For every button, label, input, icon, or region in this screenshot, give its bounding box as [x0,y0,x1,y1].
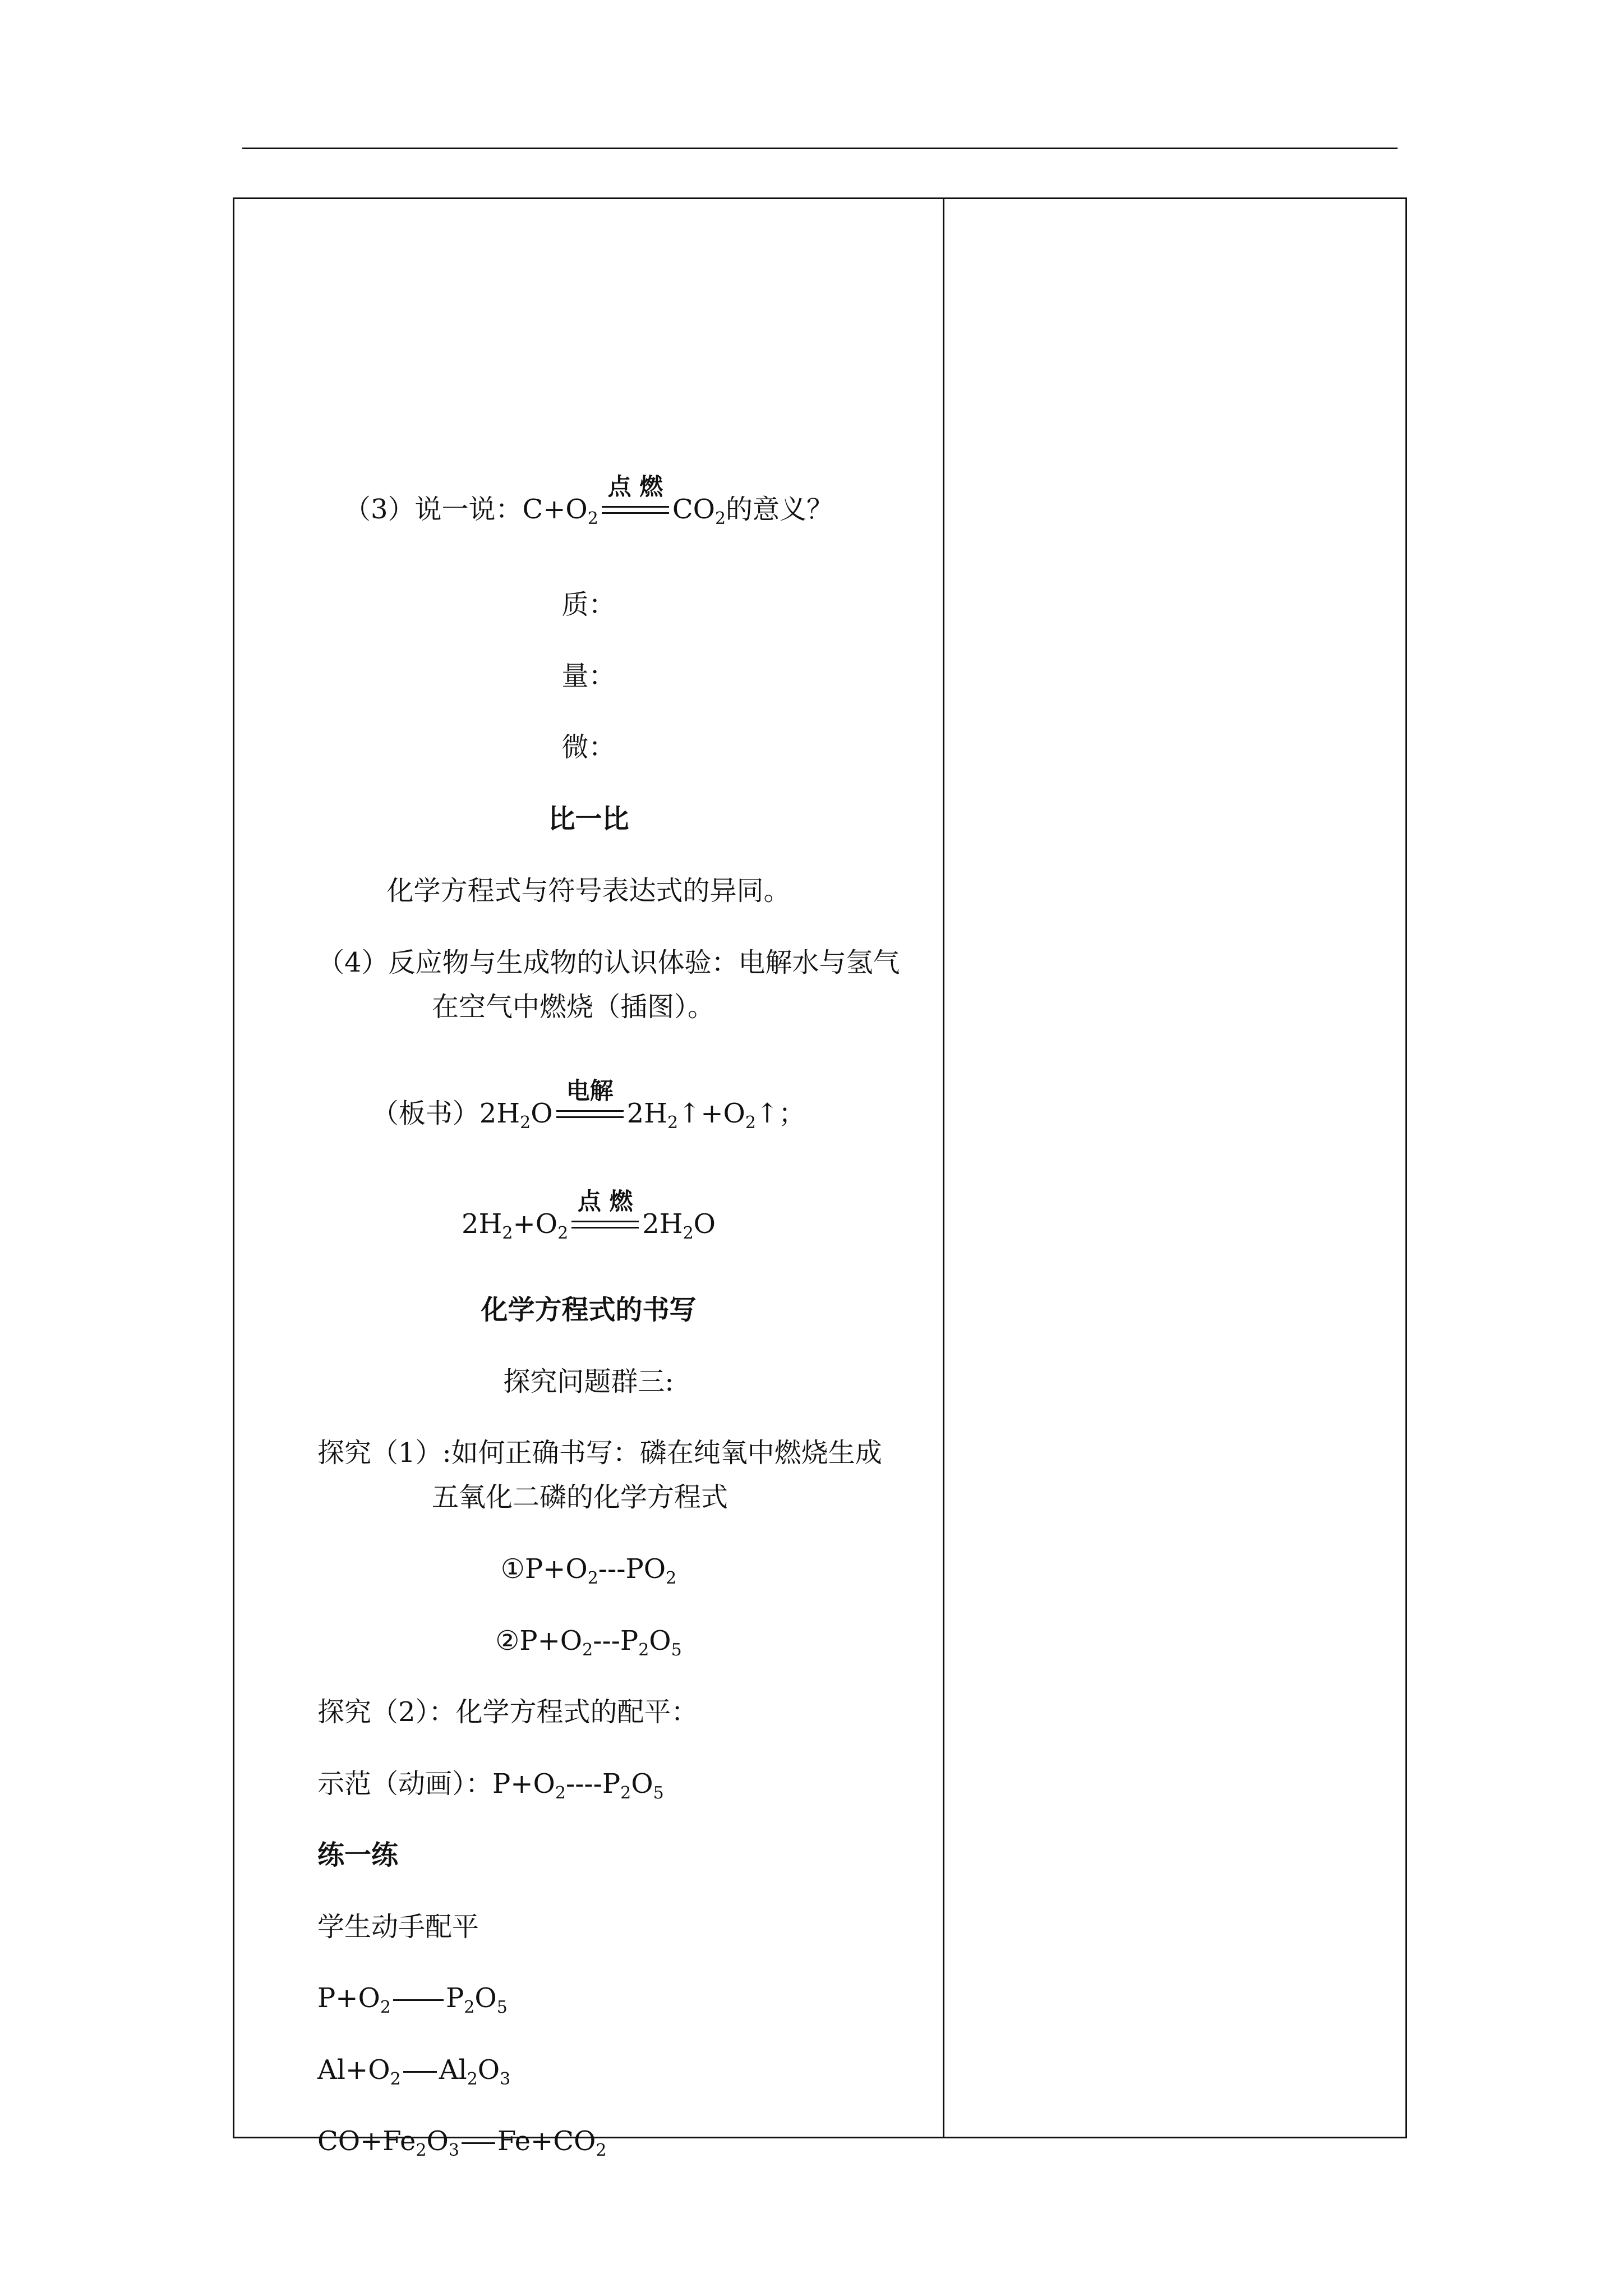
equation-meaning-line: （3）说一说：$C+O_2$ 点 燃 $CO_2$的意义？ [343,473,834,528]
heading-compare: 比一比 [548,803,629,835]
hydrogen-combustion-equation: $2H_2+O_2$ 点 燃 $2H_2O$ [461,1188,716,1243]
heading-writing: 化学方程式的书写 [481,1294,697,1326]
heading-practice: 练一练 [317,1839,399,1871]
item-4-line2: 在空气中燃烧（插图）。 [432,991,715,1023]
meaning-quantity: 量： [561,660,616,692]
question-group-3: 探究问题群三: [503,1366,674,1397]
lesson-table [233,197,1407,2160]
practice-3: $CO+Fe_2O_3$ $Fe+CO_2$ [317,2125,607,2160]
explore-1-line2: 五氧化二磷的化学方程式 [432,1481,728,1513]
compare-text: 化学方程式与符号表达式的异同。 [386,875,791,907]
meaning-micro: 微： [561,731,616,763]
option-2: $②P+O_2---P_2O_5$ [495,1625,682,1660]
item-4-line1: （4）反应物与生成物的认识体验：电解水与氢气 [317,947,900,978]
demo-line: 示范（动画）：$P+O_2----P_2O_5$ [317,1768,664,1803]
column-divider [943,199,944,2137]
practice-2: $Al+O_2$ $Al_2O_3$ [317,2054,511,2089]
blackboard-electrolysis: （板书）$2H_2O$ 电解 $2H_2↑+O_2↑$； [371,1077,806,1133]
option-1: $①P+O_2---PO_2$ [500,1553,677,1588]
meaning-quality: 质： [561,589,616,620]
reaction-condition: 点 燃 [602,493,669,526]
header-rule [242,148,1398,149]
explore-1-line1: 探究（1）:如何正确书写：磷在纯氧中燃烧生成 [317,1437,882,1469]
practice-1: $P+O_2$ $P_2O_5$ [317,1982,508,2017]
explore-2: 探究（2）：化学方程式的配平： [317,1696,698,1728]
student-balance: 学生动手配平 [317,1911,479,1943]
left-column [234,199,943,2160]
